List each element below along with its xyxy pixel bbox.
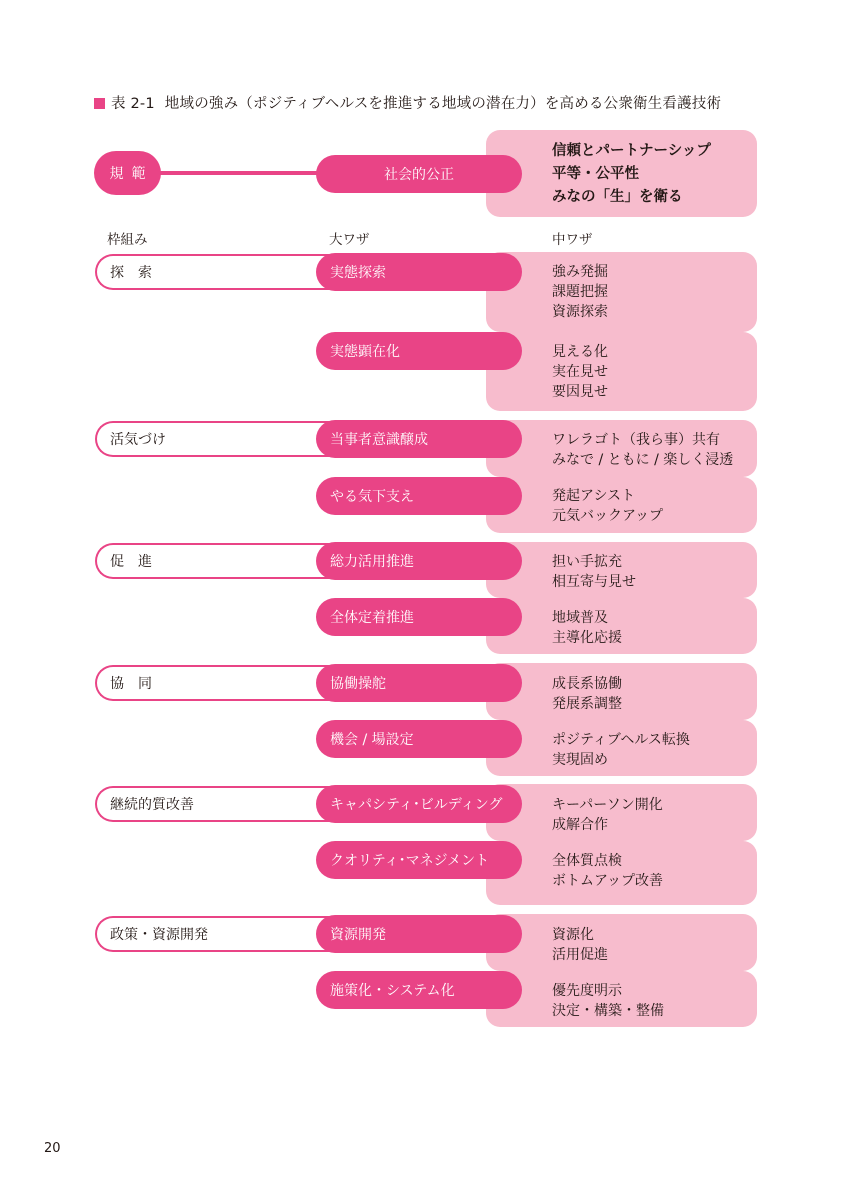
chu-list [552, 851, 663, 891]
chu-item: 資源探索 [552, 304, 608, 320]
chu-item: キーパーソン開化 [552, 797, 663, 813]
chu-item: みなで / ともに / 楽しく浸透 [552, 452, 734, 468]
caption-number: 表 2-1 [111, 96, 155, 112]
dai-pill: やる気下支え [316, 477, 522, 515]
chu-list [552, 795, 663, 835]
frame-label: 活気づけ [95, 421, 335, 457]
dai-pill: 総力活用推進 [316, 542, 522, 580]
chu-item: 相互寄与見せ [552, 574, 636, 590]
chu-box [486, 252, 757, 332]
chu-item: 全体質点検 [552, 853, 622, 869]
chu-item: 実在見せ [552, 364, 608, 380]
chu-item: ポジティブヘルス転換 [552, 732, 690, 748]
chu-box [486, 332, 757, 411]
norm-chu-list [552, 140, 711, 209]
header-chu: 中ワザ [552, 232, 593, 248]
norm-chu-item: 信頼とパートナーシップ [552, 143, 711, 159]
dai-pill: クオリティ･マネジメント [316, 841, 522, 879]
chu-list [552, 674, 622, 714]
chu-list [552, 486, 663, 526]
chu-list [552, 981, 664, 1021]
chu-item: 強み発掘 [552, 264, 608, 280]
chu-item: 主導化応援 [552, 630, 622, 646]
header-framework: 枠組み [107, 232, 148, 248]
chu-list [552, 342, 608, 402]
chu-item: 地域普及 [552, 610, 608, 626]
dai-pill: 当事者意識醸成 [316, 420, 522, 458]
chu-item: 資源化 [552, 927, 594, 943]
norm-connector-line [158, 171, 320, 175]
chu-list [552, 608, 622, 648]
caption-title: 地域の強み（ポジティブヘルスを推進する地域の潜在力）を高める公衆衛生看護技術 [164, 96, 722, 112]
header-dai: 大ワザ [329, 232, 370, 248]
norm-chu-item: 平等・公平性 [552, 166, 639, 182]
norm-chu-item: みなの「生」を衛る [552, 189, 683, 205]
chu-item: 成長系協働 [552, 676, 622, 692]
chu-item: 実現固め [552, 752, 608, 768]
frame-label: 探 索 [95, 254, 335, 290]
frame-label: 継続的質改善 [95, 786, 335, 822]
chu-list [552, 552, 636, 592]
chu-item: 要因見せ [552, 384, 608, 400]
chu-item: 発起アシスト [552, 488, 636, 504]
frame-label: 促 進 [95, 543, 335, 579]
chu-item: ボトムアップ改善 [552, 873, 664, 889]
norm-dai-pill: 社会的公正 [316, 155, 522, 193]
chu-list [552, 262, 608, 322]
dai-pill: 機会 / 場設定 [316, 720, 522, 758]
table-caption [94, 92, 721, 113]
page-number: 20 [44, 1141, 61, 1156]
chu-box [486, 914, 757, 971]
chu-item: ワレラゴト（我ら事）共有 [552, 432, 720, 448]
chu-item: 担い手拡充 [552, 554, 622, 570]
chu-list [552, 730, 690, 770]
chu-list [552, 925, 608, 965]
chu-item: 見える化 [552, 344, 608, 360]
dai-pill: 実態顕在化 [316, 332, 522, 370]
chu-item: 活用促進 [552, 947, 608, 963]
pink-square-icon [94, 98, 105, 109]
dai-pill: 実態探索 [316, 253, 522, 291]
chu-item: 元気バックアップ [552, 508, 664, 524]
dai-pill: キャパシティ･ビルディング [316, 785, 522, 823]
dai-pill: 全体定着推進 [316, 598, 522, 636]
chu-item: 優先度明示 [552, 983, 622, 999]
norm-label: 規範 [94, 151, 161, 195]
frame-label: 協 同 [95, 665, 335, 701]
dai-pill: 資源開発 [316, 915, 522, 953]
dai-pill: 協働操舵 [316, 664, 522, 702]
frame-label: 政策・資源開発 [95, 916, 335, 952]
chu-item: 課題把握 [552, 284, 608, 300]
chu-item: 決定・構築・整備 [552, 1003, 664, 1019]
chu-list [552, 430, 733, 470]
dai-pill: 施策化・システム化 [316, 971, 522, 1009]
chu-item: 発展系調整 [552, 696, 622, 712]
chu-item: 成解合作 [552, 817, 608, 833]
